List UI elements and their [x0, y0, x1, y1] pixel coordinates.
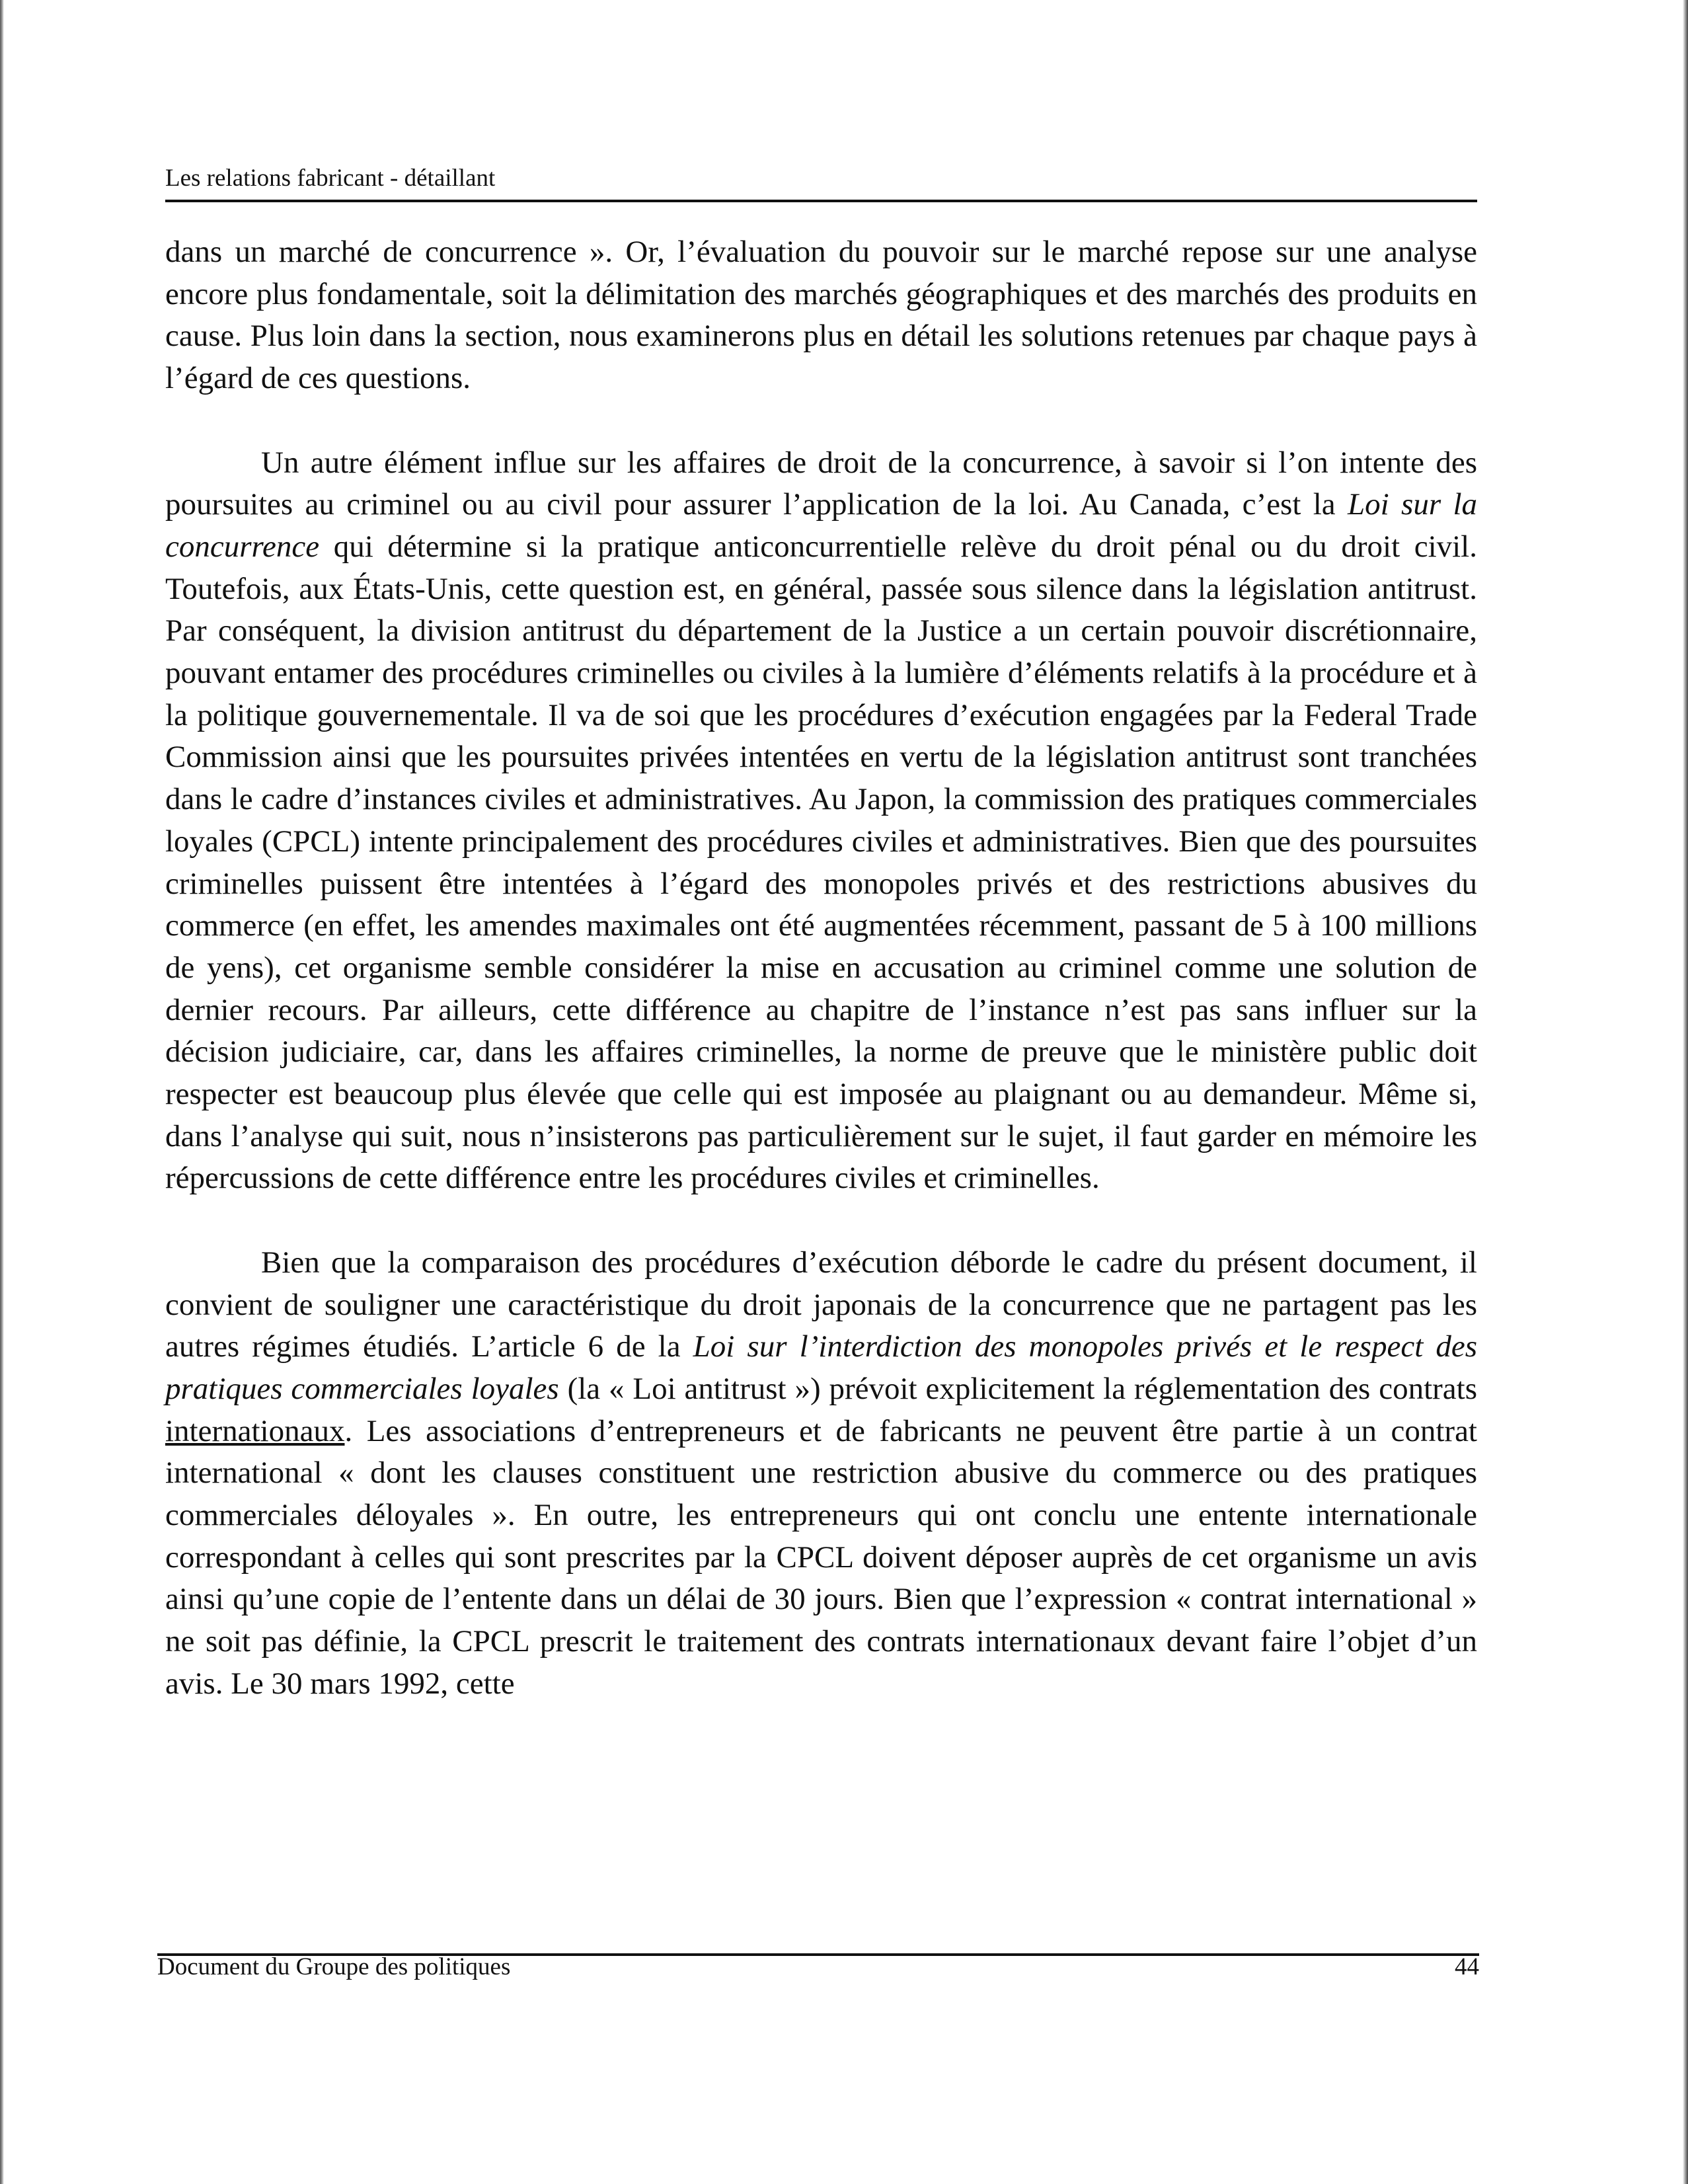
page-footer — [157, 1953, 1479, 1982]
page-header — [165, 159, 1477, 202]
paragraph-1: dans un marché de concurrence ». Or, l’évaluation du pouvoir sur le marché repose sur une analyse encore plus fondamentale, soit la délimitation des marchés géographiques et des marchés des produits en cause. Plus loin dans la section, nous examinerons plus en détail les solutions retenues par chaque pays à l’égard de ces questions. — [165, 235, 1477, 396]
body-text — [165, 231, 1477, 1705]
paragraph-3-text-c: (la « Loi antitrust ») prévoit explicitement la réglementation des contrats — [558, 1371, 1477, 1406]
paragraph-2-text-c: qui détermine si la pratique anticoncurrentielle relève du droit pénal ou du droit civil. Toutefois, aux États-Unis, cette question est, en général, passée sous silence dans la législation antitrust. Par conséquent, la division antitrust du département de la Justice a un certain pouvoir discrétionnaire, pouvant entamer des procédures criminelles ou civiles à la lumière d’éléments relatifs à la procédure et à la politique gouvernementale. Il va de soi que les procédures d’exécution engagées par la Federal Trade Commission ainsi que les poursuites privées intentées en vertu de la législation antitrust sont tranchées dans le cadre d’instances civiles et administratives. Au Japon, la commission des pratiques commerciales loyales (CPCL) intente principalement des procédures civiles et administratives. Bien que des poursuites criminelles puissent être intentées à l’égard des monopoles privés et des restrictions abusives du commerce (en effet, les amendes maximales ont été augmentées récemment, passant de 5 à 100 millions de yens), cet organisme semble considérer la mise en accusation au criminel comme une solution de dernier recours. Par ailleurs, cette différence au chapitre de l’instance n’est pas sans influer sur la décision judiciaire, car, dans les affaires criminelles, la norme de preuve que le ministère public doit respecter est beaucoup plus élevée que celle qui est imposée au plaignant ou au demandeur. Même si, dans l’analyse qui suit, nous n’insisterons pas particulièrement sur le sujet, il faut garder en mémoire les répercussions de cette différence entre les procédures civiles et criminelles. — [165, 529, 1477, 1196]
paragraph-2 — [165, 442, 1477, 1200]
paragraph-3-underlined-word: internationaux — [165, 1413, 345, 1448]
paragraph-3 — [165, 1242, 1477, 1705]
paragraph-2-law-title: Loi sur la concurrence — [165, 487, 1478, 564]
scan-edge-right — [1683, 0, 1688, 2184]
header-rule — [165, 200, 1477, 202]
paragraph-3-text-e: . Les associations d’entrepreneurs et de fabricants ne peuvent être partie à un contrat international « dont les clauses constituent une restriction abusive du commerce ou des pratiques commerciales déloyales ». En outre, les entrepreneurs qui ont conclu une entente internationale correspondant à celles qui sont prescrites par la CPCL doivent déposer auprès de cet organisme un avis ainsi qu’une copie de l’entente dans un délai de 30 jours. Bien que l’expression « contrat international » ne soit pas définie, la CPCL prescrit le traitement des contrats internationaux devant faire l’objet d’un avis. Le 30 mars 1992, cette — [165, 1413, 1477, 1701]
footer-row — [157, 1952, 1479, 1982]
page-number: 44 — [1455, 1953, 1479, 1980]
running-title: Les relations fabricant - détaillant — [165, 165, 496, 192]
paragraph-2-text-a: Un autre élément influe sur les affaires de droit de la concurrence, à savoir si l’on intente des poursuites au criminel ou au civil pour assurer l’application de la loi. Au Canada, c’est la — [165, 445, 1477, 522]
footer-publisher: Document du Groupe des politiques — [157, 1953, 511, 1980]
paragraph-3-law-title: Loi sur l’interdiction des monopoles privés et le respect des pratiques commerciales loyales — [165, 1329, 1477, 1406]
scan-edge-left — [0, 0, 4, 2184]
paragraph-3-text-a: Bien que la comparaison des procédures d’exécution déborde le cadre du présent document, il convient de souligner une caractéristique du droit japonais de la concurrence que ne partagent pas les autres régimes étudiés. L’article 6 de la — [165, 1245, 1477, 1364]
